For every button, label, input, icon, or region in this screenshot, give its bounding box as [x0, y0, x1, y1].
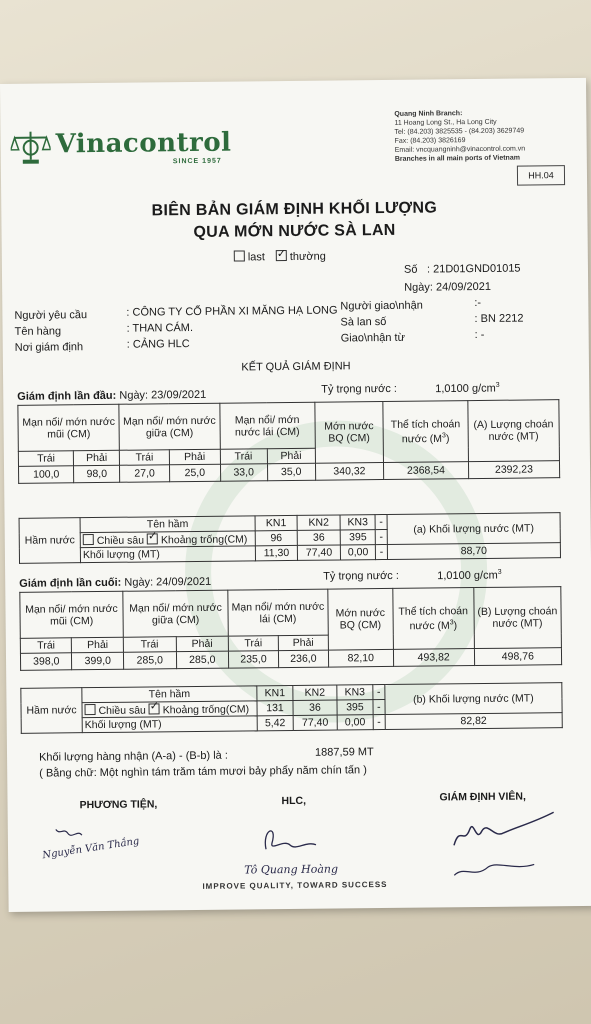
cell: 5,42	[257, 715, 293, 730]
cell: 27,0	[120, 465, 170, 483]
cell: 11,30	[255, 545, 297, 560]
cell: 82,10	[328, 649, 393, 667]
hdr-ten-ham: Tên hầm	[80, 516, 255, 533]
hdr-total-b: (b) Khối lượng nước (MT)	[385, 683, 562, 715]
total-b: 82,82	[385, 713, 562, 730]
hdr-kn3: KN3	[340, 515, 375, 530]
hdr-ten-ham: Tên hầm	[82, 686, 257, 703]
first-density-label: Tỷ trọng nước :	[321, 382, 397, 396]
giao-nhan-value: :-	[474, 296, 482, 310]
sa-lan-label: Sà lan số	[340, 315, 387, 329]
dash: -	[373, 715, 385, 730]
sig-phuong-tien: PHƯƠNG TIỆN,	[79, 798, 158, 812]
option-last: last	[234, 250, 265, 263]
hdr-trai: Trái	[220, 449, 267, 464]
brand-since: SINCE 1957	[172, 157, 222, 166]
ket-qua-heading: KẾT QUẢ GIÁM ĐỊNH	[241, 360, 351, 374]
last-draft-table	[19, 586, 562, 671]
hdr-the-tich: Thể tích choán nước $(M^3)$	[383, 401, 468, 463]
branch-name: Quang Ninh Branch:	[394, 110, 463, 118]
hdr-phai: Phải	[72, 637, 124, 653]
cell: 100,0	[19, 466, 74, 484]
cell: 35,0	[267, 463, 315, 481]
summary-value: 1887,59 MT	[314, 746, 374, 759]
hdr-kn2: KN2	[293, 685, 337, 700]
ten-hang-label: Tên hàng	[14, 325, 62, 338]
cell: 96	[255, 530, 297, 545]
cell: 77,40	[297, 545, 340, 560]
dash: -	[376, 544, 388, 559]
title-line-1: BIÊN BẢN GIÁM ĐỊNH KHỐI LƯỢNG	[151, 199, 438, 220]
branch-email: Email: vncquangninh@vinacontrol.com.vn	[394, 145, 526, 154]
cell: 340,32	[315, 463, 384, 481]
brand-name: Vinacontrol	[55, 127, 232, 160]
cell: 98,0	[74, 465, 120, 482]
hdr-result-b: (B) Lượng choán nước (MT)	[473, 587, 561, 649]
hdr-trai: Trái	[20, 638, 72, 654]
hdr-phai: Phải	[74, 450, 120, 465]
hdr-bq: Mớn nước BQ (CM)	[328, 588, 394, 650]
row-khoi-luong: Khối lượng (MT)	[80, 546, 255, 563]
hdr-kn3: KN3	[337, 685, 373, 700]
summary-label: Khối lượng hàng nhận (A-a) - (B-b) là :	[38, 749, 228, 764]
cell: 235,0	[228, 651, 278, 669]
branch-fax: Fax: (84.203) 3826169	[394, 137, 466, 145]
first-draft-table	[17, 399, 560, 484]
cell: 395	[340, 530, 375, 545]
cell: 131	[257, 700, 293, 715]
total-a: 88,70	[387, 543, 560, 560]
row-khoi-luong: Khối lượng (MT)	[82, 716, 257, 733]
branch-info	[394, 108, 585, 164]
cell: 0,00	[340, 545, 375, 560]
cell: 36	[293, 700, 337, 715]
signer-2-name: Tô Quang Hoàng	[244, 862, 339, 877]
last-survey-label: Giám định lần cuối: Ngày: 24/09/2021	[19, 575, 212, 590]
hdr-phai: Phải	[169, 449, 220, 465]
cell: 395	[337, 700, 373, 715]
first-tank-table	[19, 512, 561, 564]
hdr-result-a: (A) Lượng choán nước (MT)	[468, 400, 560, 462]
hdr-lai: Mạn nổi/ mớn nước lái (CM)	[228, 589, 328, 636]
hdr-giua: Mạn nổi/ mớn nước giữa (CM)	[123, 590, 229, 637]
sa-lan-value: : BN 2212	[474, 312, 524, 326]
hdr-mui: Mạn nổi/ mớn nước mũi (CM)	[20, 591, 123, 638]
hdr-giua: Mạn nổi/ mớn nước giữa (CM)	[119, 403, 220, 450]
cell: 2392,23	[468, 461, 559, 479]
hdr-mui: Mạn nổi/ mớn nước mũi (CM)	[18, 404, 120, 451]
dash: -	[373, 700, 385, 715]
branch-tel: Tel: (84.203) 3825535 - (84.203) 3629749	[394, 127, 525, 136]
so-label: Số	[403, 263, 418, 276]
cell: 25,0	[169, 464, 220, 482]
sig-hlc: HLC,	[281, 794, 307, 808]
first-density-value: 1,0100 $g/cm^3$	[435, 381, 500, 396]
checkbox-checked-icon	[276, 250, 287, 261]
hdr-ham-nuoc: Hầm nước	[19, 518, 80, 564]
dash: -	[373, 685, 385, 700]
row-chieu-sau: Chiều sâu ✓ Khoảng trống(CM)	[82, 701, 257, 718]
branch-address: 11 Hoang Long St., Ha Long City	[394, 118, 497, 127]
hdr-kn2: KN2	[297, 515, 340, 530]
hdr-trai: Trái	[123, 637, 176, 653]
summary-words: ( Bằng chữ: Một nghìn tám trăm tám mươi bảy phẩy năm chín tấn )	[39, 764, 367, 780]
noi-giam-dinh-value: : CẢNG HLC	[126, 338, 190, 351]
cell: 398,0	[20, 653, 72, 671]
cell: 493,82	[393, 649, 474, 667]
dash: -	[375, 514, 387, 529]
cell: 36	[297, 530, 340, 545]
signer-1-name: Nguyễn Văn Thắng	[41, 835, 141, 862]
hdr-trai: Trái	[120, 450, 170, 466]
last-density-label: Tỷ trọng nước :	[323, 569, 399, 583]
noi-giam-dinh-label: Nơi giám định	[14, 341, 84, 354]
dash: -	[375, 529, 387, 544]
cell: 285,0	[176, 651, 229, 669]
hdr-phai: Phải	[267, 448, 315, 464]
report-date: Ngày: 24/09/2021	[404, 280, 492, 294]
checkbox-last-icon	[234, 250, 245, 261]
hdr-the-tich: Thể tích choán nước $(M^3)$	[393, 588, 475, 650]
nguoi-yeu-cau-value: : CÔNG TY CỔ PHẦN XI MĂNG HẠ LONG	[126, 304, 338, 319]
ten-hang-value: : THAN CÁM.	[126, 321, 194, 335]
nguoi-yeu-cau-label: Người yêu cầu	[14, 309, 88, 322]
cell: 0,00	[337, 715, 373, 730]
branch-note: Branches in all main ports of Vietnam	[394, 154, 520, 163]
first-survey-label: Giám định lần đầu: Ngày: 23/09/2021	[17, 388, 207, 403]
last-tank-table	[20, 682, 562, 734]
option-thuong: ✓ thường	[276, 250, 326, 264]
title-line-2: QUA MỚN NƯỚC SÀ LAN	[193, 221, 396, 241]
giao-nhan-label: Người giao\nhận	[340, 299, 423, 313]
cell: 236,0	[278, 650, 328, 668]
form-code: HH.04	[517, 165, 565, 186]
hdr-lai: Mạn nổi/ mớn nước lái (CM)	[219, 402, 315, 449]
cell: 285,0	[123, 652, 176, 670]
hdr-phai: Phải	[176, 636, 229, 652]
signature-3-icon	[434, 804, 565, 885]
hdr-trai: Trái	[18, 451, 73, 467]
cell: 2368,54	[384, 462, 469, 480]
document-paper	[0, 78, 591, 912]
slogan: IMPROVE QUALITY, TOWARD SUCCESS	[202, 879, 388, 891]
signature-2-icon	[254, 819, 324, 860]
last-density-value: 1,0100 $g/cm^3$	[437, 568, 502, 583]
vinacontrol-emblem-icon	[10, 129, 50, 165]
row-chieu-sau: Chiều sâu ✓ Khoảng trống(CM)	[80, 531, 255, 548]
sig-giam-dinh-vien: GIÁM ĐỊNH VIÊN,	[439, 790, 526, 804]
hdr-kn1: KN1	[257, 685, 293, 700]
so-value: : 21D01GND01015	[426, 262, 521, 276]
cell: 77,40	[293, 715, 337, 730]
hdr-trai: Trái	[228, 636, 278, 652]
cell: 399,0	[72, 652, 124, 670]
cell: 498,76	[474, 648, 562, 666]
hdr-bq: Mớn nước BQ (CM)	[314, 402, 383, 464]
hdr-phai: Phải	[278, 635, 328, 651]
giao-tu-value: : -	[474, 328, 485, 342]
cell: 33,0	[220, 464, 267, 481]
giao-tu-label: Giao\nhận từ	[340, 331, 405, 345]
hdr-total-a: (a) Khối lượng nước (MT)	[387, 513, 560, 545]
hdr-ham-nuoc: Hầm nước	[21, 688, 82, 734]
hdr-kn1: KN1	[255, 515, 297, 530]
